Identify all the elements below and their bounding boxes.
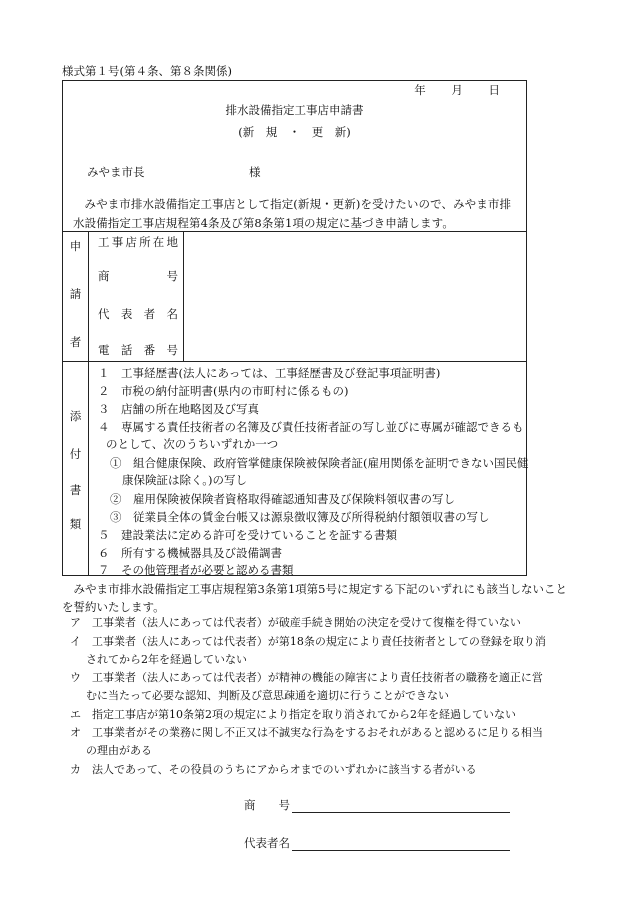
divider: [63, 231, 526, 232]
applicant-label-char: 者: [69, 335, 82, 349]
divider: [88, 231, 89, 361]
field-label-phone: 電話番号: [98, 343, 178, 357]
attachment-item: ２ 市税の納付証明書(県内の市町村に係るもの): [98, 384, 349, 398]
divider: [63, 361, 526, 362]
attachment-item: ５ 建設業法に定める許可を受けていることを証する書類: [98, 528, 397, 542]
attachment-item: のとして、次のうちいずれか一つ: [106, 437, 279, 451]
pledge-text: みやま市排水設備指定工事店規程第3条第1項第5号に規定する下記のいずれにも該当しないことを誓約いたします。: [62, 582, 567, 614]
divider: [88, 361, 89, 576]
attachment-item: ６ 所有する機械器具及び設備調書: [98, 546, 282, 560]
attachments-label-char: 類: [69, 517, 82, 531]
date-line: 年 月 日: [414, 83, 500, 97]
condition-item: カ 法人であって、その役員のうちにアからオまでのいずれかに該当する者がいる: [70, 763, 477, 776]
condition-item: の理由がある: [86, 744, 152, 757]
field-label-trade-name: 商号: [98, 269, 178, 283]
representative-line[interactable]: [292, 850, 510, 851]
condition-item: されてから2年を経過していない: [86, 653, 247, 666]
form-number-label: 様式第１号(第４条、第８条関係): [62, 64, 232, 78]
condition-item: ウ 工事業者（法人にあっては代表者）が精神の機能の障害により責任技術者の職務を適正に営: [70, 671, 543, 684]
attachment-item: ４ 専属する責任技術者の名簿及び責任技術者証の写し並びに専属が確認できるも: [98, 420, 524, 434]
attachments-label-char: 書: [69, 483, 82, 497]
condition-item: ア 工事業者（法人にあっては代表者）が破産手続き開始の決定を受けて復権を得ていない: [70, 616, 521, 629]
representative-label: 代表者名: [244, 836, 290, 850]
trade-name-line[interactable]: [292, 812, 510, 813]
addressee: みやま市長: [87, 165, 145, 179]
form-subtitle: (新 規 ・ 更 新): [238, 125, 351, 139]
addressee-suffix: 様: [249, 165, 261, 179]
applicant-label-char: 申: [69, 239, 82, 253]
attachments-label-char: 添: [69, 409, 82, 423]
attachment-item: ７ その他管理者が必要と認める書類: [98, 563, 294, 577]
divider: [183, 231, 184, 361]
trade-name-label: 商 号: [244, 798, 290, 812]
attachment-item: １ 工事経歴書(法人にあっては、工事経歴書及び登記事項証明書): [98, 366, 441, 380]
field-label-representative: 代表者名: [98, 307, 178, 321]
attachment-subitem: ③ 従業員全体の賃金台帳又は源泉徴収簿及び所得税納付額領収書の写し: [110, 510, 490, 524]
condition-item: むに当たって必要な認知、判断及び意思疎通を適切に行うことができない: [86, 689, 449, 702]
condition-item: エ 指定工事店が第10条第2項の規定により指定を取り消されてから2年を経過していない: [70, 708, 516, 721]
condition-item: イ 工事業者（法人にあっては代表者）が第18条の規定により責任技術者としての登録を取り消: [70, 635, 546, 648]
attachment-subitem: ① 組合健康保険、政府管掌健康保険被保険者証(雇用関係を証明できない国民健: [110, 456, 529, 470]
attachment-subitem: ② 雇用保険被保険者資格取得確認通知書及び保険料領収書の写し: [110, 492, 455, 506]
intro-text: みやま市排水設備指定工事店として指定(新規・更新)を受けたいので、みやま市排水設備指定工事店規程第4条及び第8条第1項の規定に基づき申請します。: [73, 197, 512, 230]
condition-item: オ 工事業者がその業務に関し不正又は不誠実な行為をするおそれがあると認めるに足りる相当: [70, 726, 543, 739]
attachment-subitem: 康保険証は除く。)の写し: [122, 473, 248, 487]
field-label-address: 工事店所在地: [98, 235, 178, 249]
attachment-item: ３ 店舗の所在地略図及び写真: [98, 402, 259, 416]
attachments-label-char: 付: [69, 447, 82, 461]
form-title: 排水設備指定工事店申請書: [225, 103, 364, 117]
applicant-label-char: 請: [69, 287, 82, 301]
